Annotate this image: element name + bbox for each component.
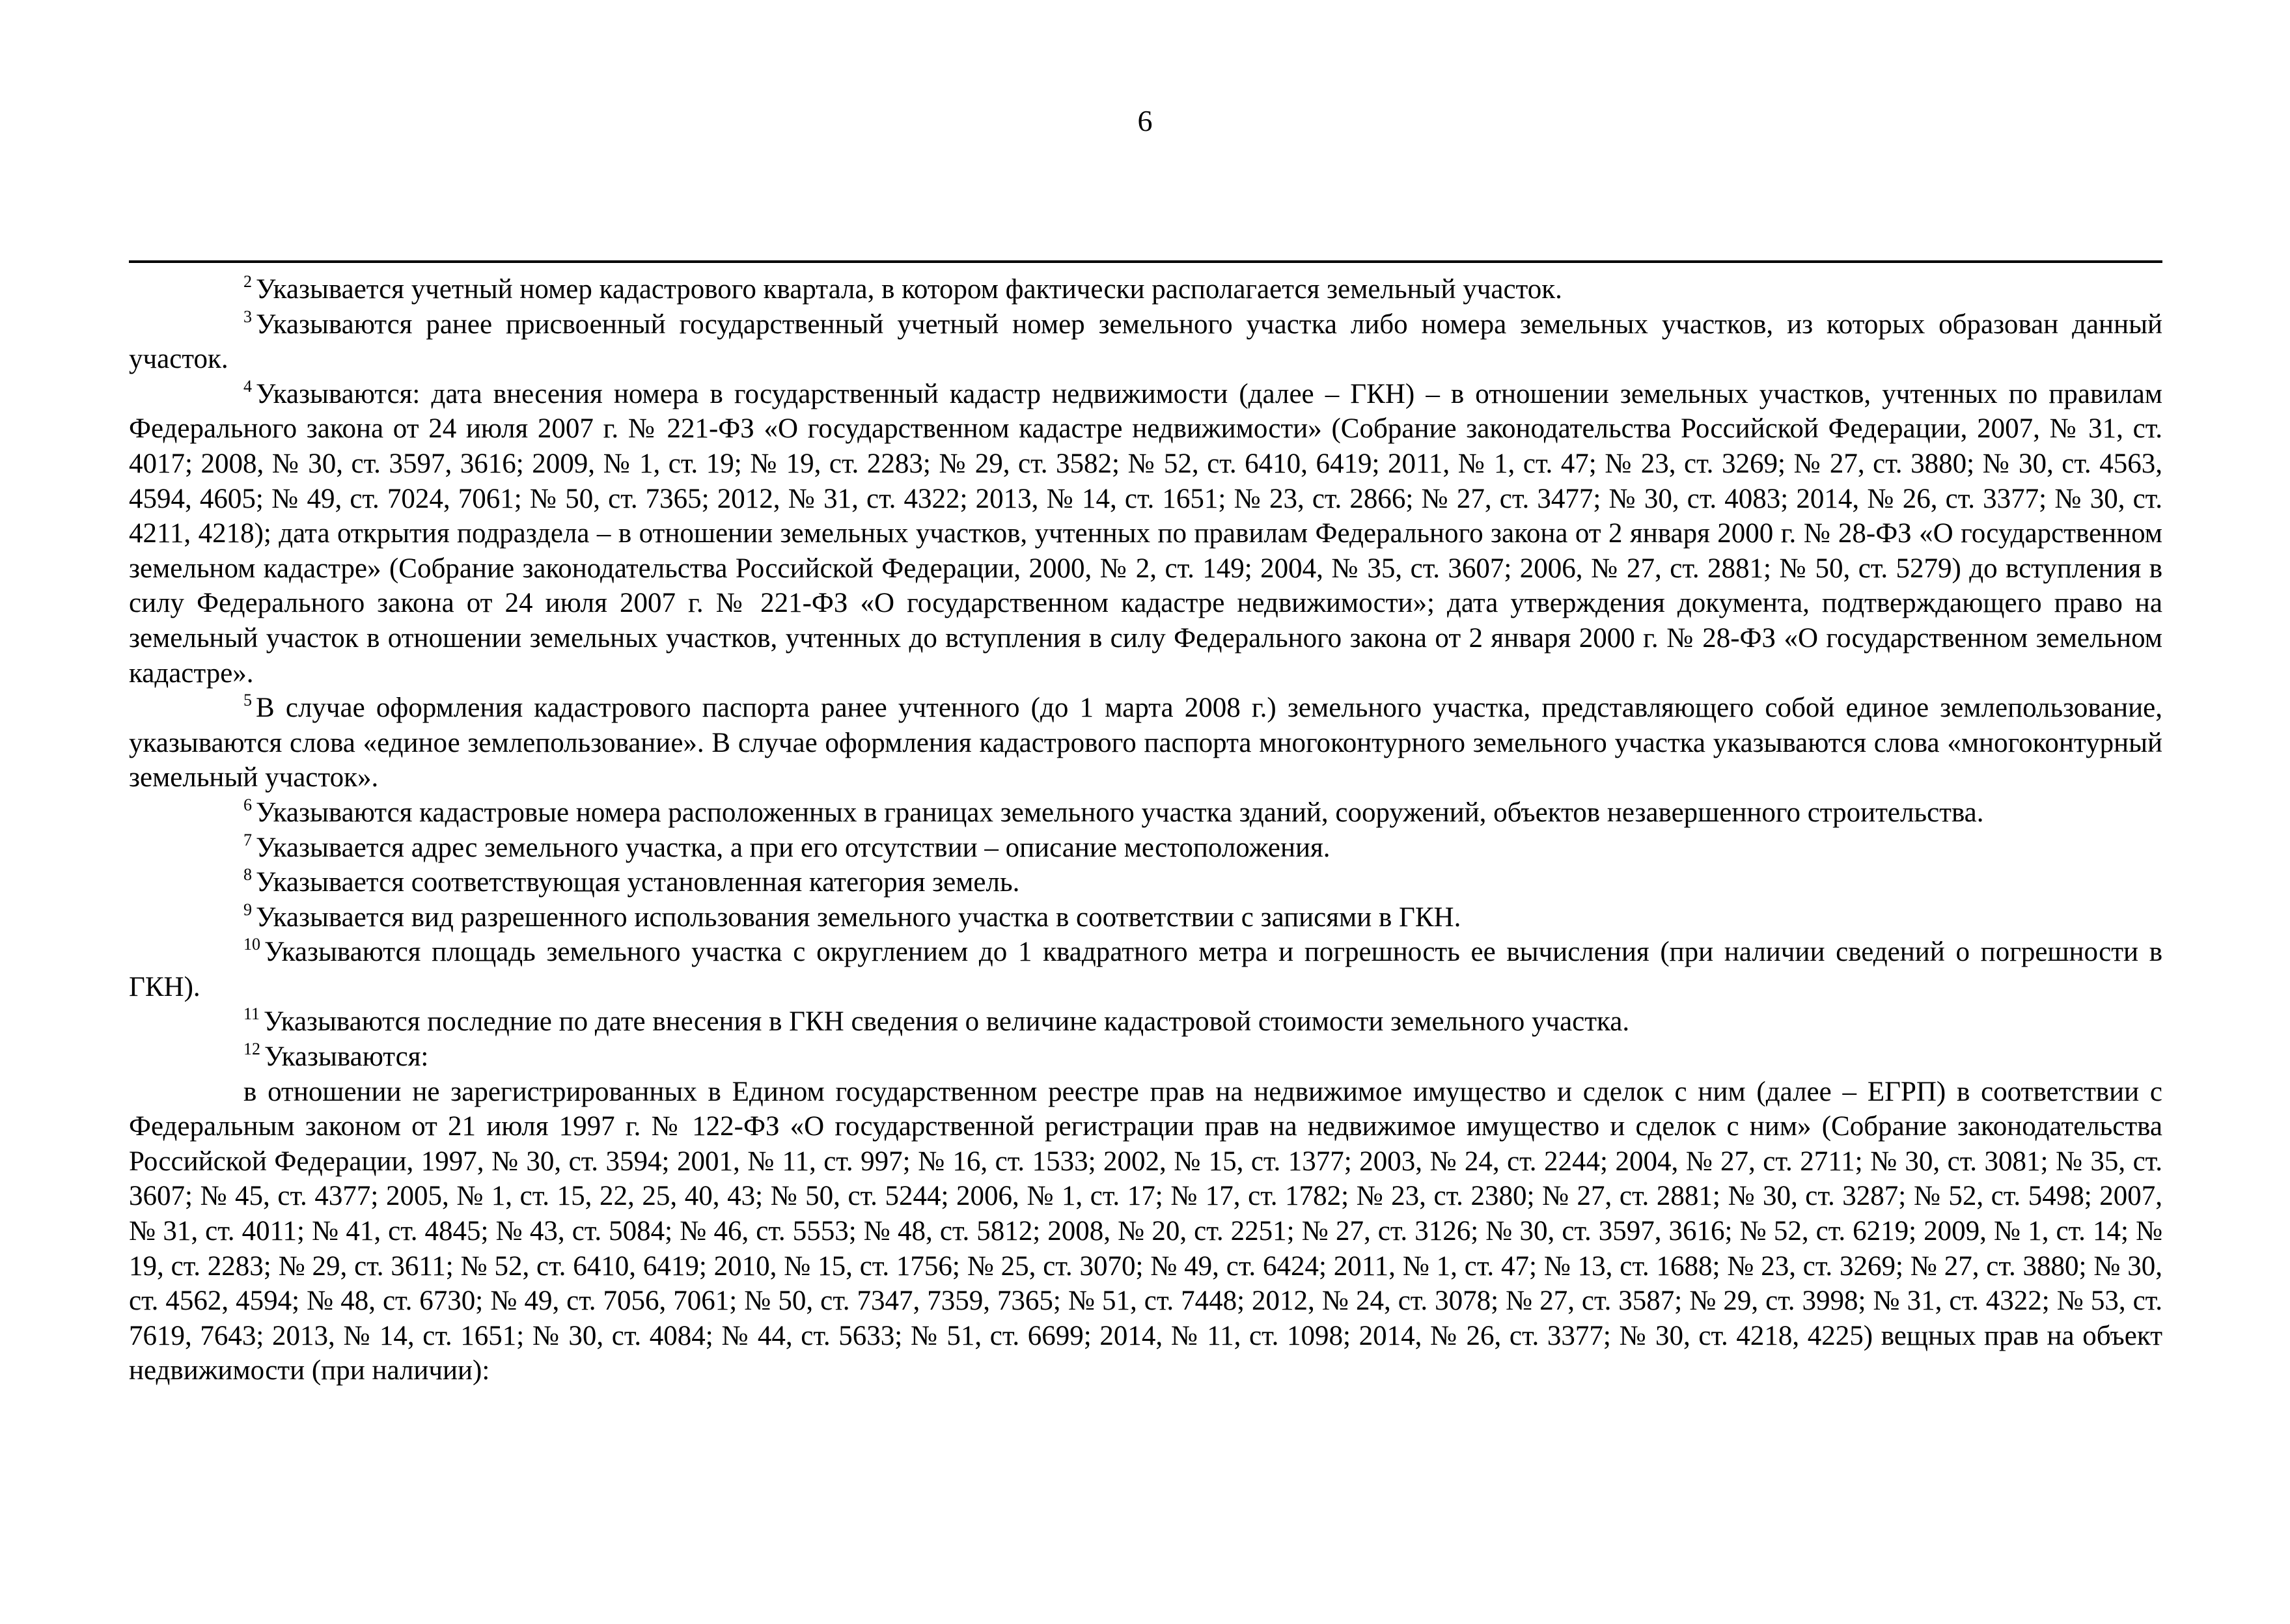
footnote-text: Указываются последние по дате внесения в ГКН сведения о величине кадастровой стоимости земельного участка. [264,1006,1630,1038]
footnote-number: 7 [243,830,252,849]
footnote-text: Указываются площадь земельного участка с округлением до 1 квадратного метра и погрешность ее вычисления (при наличии сведений о погрешности в ГКН). [129,937,2162,1002]
footnote-7 [129,831,2162,866]
continuation-text: в отношении не зарегистрированных в Едином государственном реестре прав на недвижимое имущество и сделок с ним (далее – ЕГРП) в соответствии с Федеральным законом от 21 июля 1997 г. № 122-ФЗ «О государственной регистрации прав на недвижимое имущество и сделок с ним» (Собрание законодательства Российской Федерации, 1997, № 30, ст. 3594; 2001, № 11, ст. 997; № 16, ст. 1533; 2002, № 15, ст. 1377; 2003, № 24, ст. 2244; 2004, № 27, ст. 2711; № 30, ст. 3081; № 35, ст. 3607; № 45, ст. 4377; 2005, № 1, ст. 15, 22, 25, 40, 43; № 50, ст. 5244; 2006, № 1, ст. 17; № 17, ст. 1782; № 23, ст. 2380; № 27, ст. 2881; № 30, ст. 3287; № 52, ст. 5498; 2007, № 31, ст. 4011; № 41, ст. 4845; № 43, ст. 5084; № 46, ст. 5553; № 48, ст. 5812; 2008, № 20, ст. 2251; № 27, ст. 3126; № 30, ст. 3597, 3616; № 52, ст. 6219; 2009, № 1, ст. 14; № 19, ст. 2283; № 29, ст. 3611; № 52, ст. 6410, 6419; 2010, № 15, ст. 1756; № 25, ст. 3070; № 49, ст. 6424; 2011, № 1, ст. 47; № 13, ст. 1688; № 23, ст. 3269; № 27, ст. 3880; № 30, ст. 4562, 4594; № 48, ст. 6730; № 49, ст. 7056, 7061; № 50, ст. 7347, 7359, 7365; № 51, ст. 7448; 2012, № 24, ст. 3078; № 27, ст. 3587; № 29, ст. 3998; № 31, ст. 4322; № 53, ст. 7619, 7643; 2013, № 14, ст. 1651; № 30, ст. 4084; № 44, ст. 5633; № 51, ст. 6699; 2014, № 11, ст. 1098; 2014, № 26, ст. 3377; № 30, ст. 4218, 4225) вещных прав на объект недвижимости (при наличии): [129,1076,2162,1386]
footnote-2 [129,272,2162,307]
footnote-number: 10 [243,935,260,954]
footnote-text: В случае оформления кадастрового паспорта ранее учтенного (до 1 марта 2008 г.) земельного участка, представляющего собой единое землепользование, указываются слова «единое землепользование». В случае оформления кадастрового паспорта многоконтурного земельного участка указываются слова «многоконтурный земельный участок». [129,693,2162,793]
footnote-text: Указываются: [264,1041,429,1073]
footnote-number: 2 [243,272,252,291]
footnote-text: Указываются ранее присвоенный государственный учетный номер земельного участка либо номера земельных участков, из которых образован данный участок. [129,309,2162,375]
footnote-text: Указывается адрес земельного участка, а при его отсутствии – описание местоположения. [256,832,1331,863]
footnote-text: Указываются: дата внесения номера в государственный кадастр недвижимости (далее – ГКН) – в отношении земельных участков, учтенных по правилам Федерального закона от 24 июля 2007 г. № 221-ФЗ «О государственном кадастре недвижимости» (Собрание законодательства Российской Федерации, 2007, № 31, ст. 4017; 2008, № 30, ст. 3597, 3616; 2009, № 1, ст. 19; № 19, ст. 2283; № 29, ст. 3582; № 52, ст. 6410, 6419; 2011, № 1, ст. 47; № 23, ст. 3269; № 27, ст. 3880; № 30, ст. 4563, 4594, 4605; № 49, ст. 7024, 7061; № 50, ст. 7365; 2012, № 31, ст. 4322; 2013, № 14, ст. 1651; № 23, ст. 2866; № 27, ст. 3477; № 30, ст. 4083; 2014, № 26, ст. 3377; № 30, ст. 4211, 4218); дата открытия подраздела – в отношении земельных участков, учтенных по правилам Федерального закона от 2 января 2000 г. № 28-ФЗ «О государственном земельном кадастре» (Собрание законодательства Российской Федерации, 2000, № 2, ст. 149; 2004, № 35, ст. 3607; 2006, № 27, ст. 2881; № 50, ст. 5279) до вступления в силу Федерального закона от 24 июля 2007 г. № 221-ФЗ «О государственном кадастре недвижимости»; дата утверждения документа, подтверждающего право на земельный участок в отношении земельных участков, учтенных до вступления в силу Федерального закона от 2 января 2000 г. № 28-ФЗ «О государственном земельном кадастре». [129,378,2162,689]
footnote-3 [129,307,2162,377]
footnote-number: 5 [243,691,252,710]
footnote-number: 11 [243,1004,260,1024]
footnote-number: 3 [243,307,252,326]
footnote-number: 4 [243,376,252,396]
footnote-4 [129,377,2162,691]
footnote-8 [129,865,2162,900]
page-number: 6 [1137,104,1153,137]
footnotes-block [129,272,2162,1388]
footnote-number: 12 [243,1039,260,1059]
footnote-text: Указывается вид разрешенного использования земельного участка в соответствии с записями в ГКН. [256,901,1461,933]
footnote-9 [129,900,2162,935]
footnote-6 [129,795,2162,831]
footnote-text: Указывается учетный номер кадастрового квартала, в котором фактически располагается земельный участок. [256,274,1562,305]
footnote-12-continuation [129,1075,2162,1388]
footnote-number: 6 [243,795,252,814]
footnote-11 [129,1004,2162,1039]
footnote-number: 8 [243,865,252,885]
footnote-number: 9 [243,900,252,919]
footnote-text: Указывается соответствующая установленная категория земель. [256,867,1020,898]
footnote-12 [129,1039,2162,1075]
footnote-text: Указываются кадастровые номера расположенных в границах земельного участка зданий, сооружений, объектов незавершенного строительства. [256,797,1984,828]
footnote-10 [129,935,2162,1004]
footnote-separator [129,260,2162,263]
footnote-5 [129,691,2162,795]
